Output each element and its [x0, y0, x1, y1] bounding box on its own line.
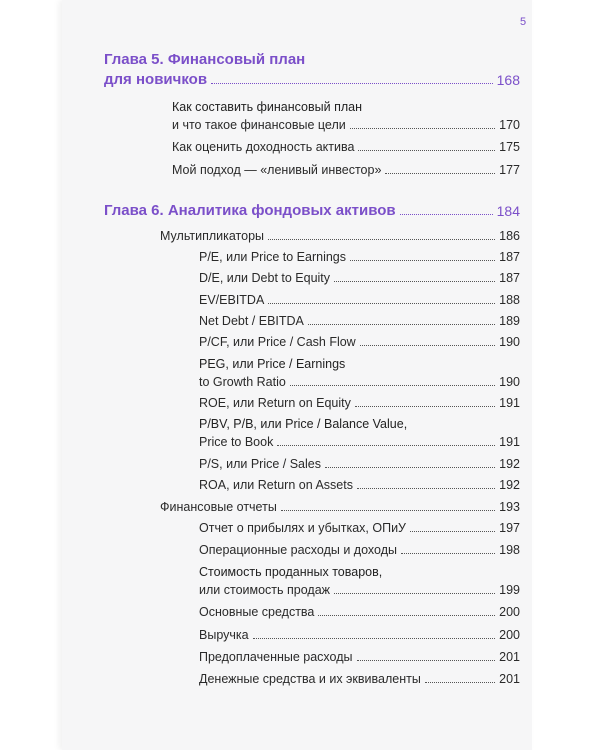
leader-dots: [268, 239, 495, 240]
toc-subitem-line2: или стоимость продаж: [199, 583, 331, 597]
leader-dots: [253, 638, 496, 639]
page-ref: 170: [499, 118, 520, 132]
toc-section-title: Мультипликаторы: [160, 229, 265, 243]
toc-section-multipliers[interactable]: [160, 227, 520, 245]
toc-item-line1: Как составить финансовый план: [172, 100, 363, 114]
leader-dots: [290, 385, 495, 386]
page-ref: 187: [499, 250, 520, 264]
page-ref: 193: [499, 500, 520, 514]
toc-subitem-title: Операционные расходы и доходы: [199, 543, 397, 557]
toc-subitem[interactable]: [199, 312, 520, 330]
page-ref: 191: [499, 435, 520, 449]
toc-subitem[interactable]: [199, 394, 520, 412]
leader-dots: [400, 214, 493, 215]
leader-dots: [358, 150, 495, 151]
leader-dots: [350, 260, 495, 261]
toc-subitem[interactable]: [199, 291, 520, 309]
page-ref: 188: [499, 293, 520, 307]
toc-subitem-title: P/E, или Price to Earnings: [199, 250, 347, 264]
toc-section-reports[interactable]: [160, 498, 520, 516]
book-page: [62, 0, 532, 750]
chapter-5-entry[interactable]: [104, 70, 520, 90]
toc-subitem[interactable]: [199, 333, 520, 351]
leader-dots: [357, 660, 496, 661]
toc-subitem-title: Net Debt / EBITDA: [199, 314, 304, 328]
toc-subitem-title: D/E, или Debt to Equity: [199, 271, 331, 285]
toc-subitem[interactable]: [199, 581, 520, 599]
page-ref: 175: [499, 140, 520, 154]
toc-subitem-title: Предоплаченные расходы: [199, 650, 353, 664]
toc-subitem[interactable]: [199, 541, 520, 559]
leader-dots: [281, 510, 495, 511]
page-ref: 201: [499, 650, 520, 664]
page-ref: 190: [499, 335, 520, 349]
leader-dots: [360, 345, 495, 346]
leader-dots: [318, 615, 495, 616]
toc-subitem-line1: Стоимость проданных товаров,: [199, 565, 383, 579]
toc-subitem[interactable]: [199, 269, 520, 287]
toc-subitem-title: EV/EBITDA: [199, 293, 265, 307]
page-ref: 197: [499, 521, 520, 535]
leader-dots: [425, 682, 495, 683]
toc-subitem-line2: to Growth Ratio: [199, 375, 286, 389]
page-number: 5: [520, 16, 527, 28]
toc-subitem-title: Выручка: [199, 628, 249, 642]
leader-dots: [325, 467, 495, 468]
chapter-5-heading-line2: для новичков: [104, 71, 208, 88]
toc-subitem[interactable]: [199, 476, 520, 494]
page-ref: 200: [499, 628, 520, 642]
toc-subitem[interactable]: [199, 519, 520, 537]
leader-dots: [308, 324, 495, 325]
toc-item-line2: и что такое финансовые цели: [172, 118, 346, 132]
page-ref: 186: [499, 229, 520, 243]
toc-item[interactable]: [172, 161, 520, 179]
leader-dots: [334, 281, 495, 282]
leader-dots: [334, 593, 495, 594]
toc-subitem[interactable]: [199, 433, 520, 451]
leader-dots: [410, 531, 495, 532]
page-ref: 192: [499, 457, 520, 471]
toc-subitem[interactable]: [199, 455, 520, 473]
page-ref: 184: [496, 203, 520, 219]
page-ref: 177: [499, 163, 520, 177]
toc-section-title: Финансовые отчеты: [160, 500, 277, 514]
leader-dots: [355, 406, 495, 407]
toc-subitem[interactable]: [199, 670, 520, 688]
toc-subitem-line1: P/BV, P/B, или Price / Balance Value,: [199, 417, 408, 431]
toc-subitem[interactable]: [199, 648, 520, 666]
page-ref: 199: [499, 583, 520, 597]
chapter-6-heading: Глава 6. Аналитика фондовых активов: [104, 202, 396, 219]
page-ref: 168: [496, 72, 520, 88]
page-ref: 189: [499, 314, 520, 328]
page-ref: 191: [499, 396, 520, 410]
toc-subitem[interactable]: [199, 603, 520, 621]
leader-dots: [357, 488, 495, 489]
page-ref: 198: [499, 543, 520, 557]
toc-subitem-title: P/CF, или Price / Cash Flow: [199, 335, 356, 349]
leader-dots: [385, 173, 495, 174]
toc-item[interactable]: [172, 138, 520, 156]
toc-subitem-title: Основные средства: [199, 605, 315, 619]
leader-dots: [350, 128, 495, 129]
leader-dots: [277, 445, 495, 446]
toc-item-title: Как оценить доходность актива: [172, 140, 355, 154]
leader-dots: [268, 303, 495, 304]
page-ref: 187: [499, 271, 520, 285]
page-ref: 192: [499, 478, 520, 492]
toc-item-title: Мой подход — «ленивый инвестор»: [172, 163, 382, 177]
leader-dots: [401, 553, 495, 554]
toc-subitem-title: Отчет о прибылях и убытках, ОПиУ: [199, 521, 406, 535]
toc-item[interactable]: [172, 116, 520, 134]
chapter-6-entry[interactable]: [104, 201, 520, 221]
toc-subitem-line2: Price to Book: [199, 435, 274, 449]
toc-subitem-title: ROE, или Return on Equity: [199, 396, 351, 410]
toc-subitem-title: ROA, или Return on Assets: [199, 478, 353, 492]
page-ref: 190: [499, 375, 520, 389]
toc-subitem[interactable]: [199, 373, 520, 391]
page-ref: 200: [499, 605, 520, 619]
toc-subitem[interactable]: [199, 626, 520, 644]
page-ref: 201: [499, 672, 520, 686]
toc-subitem-title: Денежные средства и их эквиваленты: [199, 672, 421, 686]
toc-subitem-line1: PEG, или Price / Earnings: [199, 357, 346, 371]
toc-subitem-title: P/S, или Price / Sales: [199, 457, 321, 471]
leader-dots: [211, 83, 493, 84]
toc-subitem[interactable]: [199, 248, 520, 266]
chapter-5-heading-line1: Глава 5. Финансовый план: [104, 51, 306, 68]
